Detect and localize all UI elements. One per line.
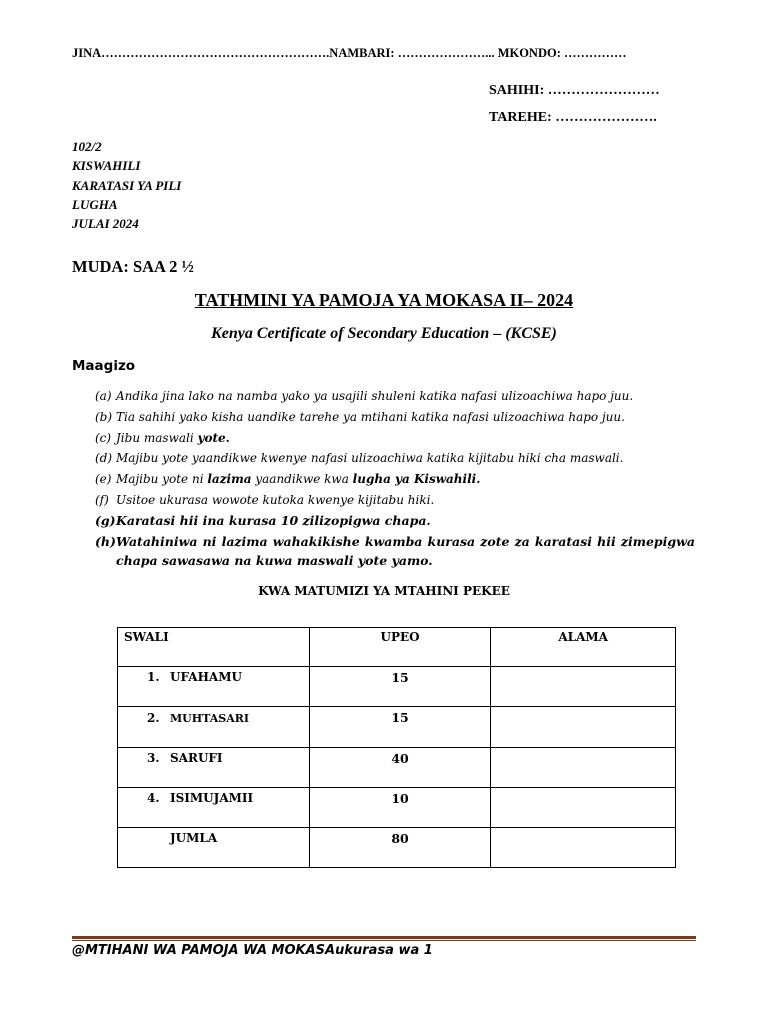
- instruction-label: (a): [95, 389, 112, 403]
- score-cell[interactable]: [491, 788, 676, 828]
- instruction-emphasis: yote.: [197, 430, 230, 445]
- question-name: UFAHAMU: [170, 670, 242, 684]
- question-number: 3.: [147, 751, 160, 765]
- instruction-emphasis: lugha ya Kiswahili.: [352, 472, 481, 487]
- instruction-text-part: yaandikwe kwa: [251, 472, 353, 487]
- question-cell: [118, 748, 310, 788]
- instruction-b: [95, 407, 695, 428]
- date-field: TAREHE: ………………….: [489, 110, 657, 125]
- marks-table: [117, 627, 676, 868]
- table-row: [118, 788, 676, 828]
- question-number: 2.: [147, 711, 160, 725]
- instruction-text: Andika jina lako na namba yako ya usajili shuleni katika nafasi ulizoachiwa hapo juu.: [116, 389, 634, 403]
- question-number: 4.: [147, 791, 160, 805]
- paper-code: 102/2: [72, 139, 102, 154]
- instruction-h: [95, 532, 695, 570]
- signature-field: SAHIHI: ……………………: [489, 83, 660, 98]
- footer-rule: [72, 936, 696, 939]
- candidate-details-line: JINA……………………………………………….NAMBARI: …………………... MKONDO: ……………: [72, 46, 627, 60]
- max-score-cell: 15: [309, 667, 491, 707]
- max-score-cell: 15: [309, 707, 491, 748]
- instruction-text: Watahiniwa ni lazima wahakikishe kwamba kurasa zote za karatasi hii zimepigwa chapa sawasawa na kuwa maswali yote yamo.: [116, 533, 695, 568]
- footer-rule-thin: [72, 940, 696, 941]
- exam-duration: MUDA: SAA 2 ½: [72, 257, 194, 276]
- instruction-label: (d): [95, 451, 113, 466]
- paper-subject: KISWAHILI: [72, 158, 141, 174]
- examiner-use-heading: KWA MATUMIZI YA MTAHINI PEKEE: [258, 584, 510, 598]
- question-name: MUHTASARI: [170, 712, 250, 725]
- instruction-c: [95, 428, 695, 449]
- instruction-label: (c): [95, 430, 112, 445]
- score-cell[interactable]: [491, 748, 676, 788]
- table-row: [118, 667, 676, 707]
- max-score-cell: 10: [309, 788, 491, 828]
- instruction-label: (e): [95, 472, 112, 487]
- question-cell: [118, 788, 310, 828]
- instruction-text: Usitoe ukurasa wowote kutoka kwenye kijitabu hiki.: [116, 492, 435, 507]
- instruction-label: (f): [95, 492, 109, 507]
- instruction-text-part: Jibu maswali: [116, 430, 198, 445]
- table-total-row: [118, 828, 676, 868]
- question-name: ISIMUJAMII: [170, 791, 254, 805]
- score-cell[interactable]: [491, 667, 676, 707]
- instruction-text-part: Majibu yote ni: [116, 472, 208, 487]
- instruction-text: Karatasi hii ina kurasa 10 zilizopigwa chapa.: [116, 512, 431, 528]
- score-cell[interactable]: [491, 707, 676, 748]
- instructions-heading: Maagizo: [72, 358, 136, 374]
- paper-number: KARATASI YA PILI: [72, 177, 182, 193]
- total-max-score: 80: [309, 828, 491, 868]
- instruction-label: (b): [95, 409, 113, 424]
- instruction-text: Majibu yote yaandikwe kwenye nafasi ulizoachiwa katika kijitabu hiki cha maswali.: [116, 451, 624, 466]
- instruction-d: [95, 448, 695, 469]
- instructions-list: [95, 386, 695, 570]
- instruction-e: [95, 469, 695, 490]
- paper-meta: [72, 137, 181, 233]
- paper-date: JULAI 2024: [72, 216, 139, 232]
- question-cell: [118, 667, 310, 707]
- instruction-f: [95, 490, 695, 511]
- instruction-text: [116, 469, 695, 490]
- table-row: [118, 748, 676, 788]
- page-title: TATHMINI YA PAMOJA YA MOKASA II– 2024: [194, 290, 574, 310]
- table-row: [118, 707, 676, 748]
- question-name: SARUFI: [170, 751, 223, 765]
- instruction-emphasis: lazima: [207, 472, 252, 487]
- instruction-label: (h): [95, 533, 116, 549]
- max-score-cell: 40: [309, 748, 491, 788]
- paper-topic: LUGHA: [72, 196, 118, 212]
- instruction-label: (g): [95, 512, 116, 528]
- question-number: 1.: [147, 670, 160, 684]
- instruction-text: [116, 428, 695, 449]
- column-header-alama: ALAMA: [491, 628, 676, 667]
- table-header-row: [118, 628, 676, 667]
- page-subtitle: Kenya Certificate of Secondary Education – (KCSE): [211, 325, 557, 342]
- instruction-a: [95, 386, 695, 407]
- instruction-text: Tia sahihi yako kisha uandike tarehe ya mtihani katika nafasi ulizoachiwa hapo juu.: [116, 409, 625, 424]
- total-score-cell[interactable]: [491, 828, 676, 868]
- question-cell: [118, 707, 310, 748]
- total-label: JUMLA: [118, 828, 310, 868]
- column-header-upeo: UPEO: [309, 628, 491, 667]
- column-header-swali: SWALI: [118, 628, 310, 667]
- instruction-g: [95, 511, 695, 532]
- page-footer: @MTIHANI WA PAMOJA WA MOKASAukurasa wa 1: [72, 943, 433, 958]
